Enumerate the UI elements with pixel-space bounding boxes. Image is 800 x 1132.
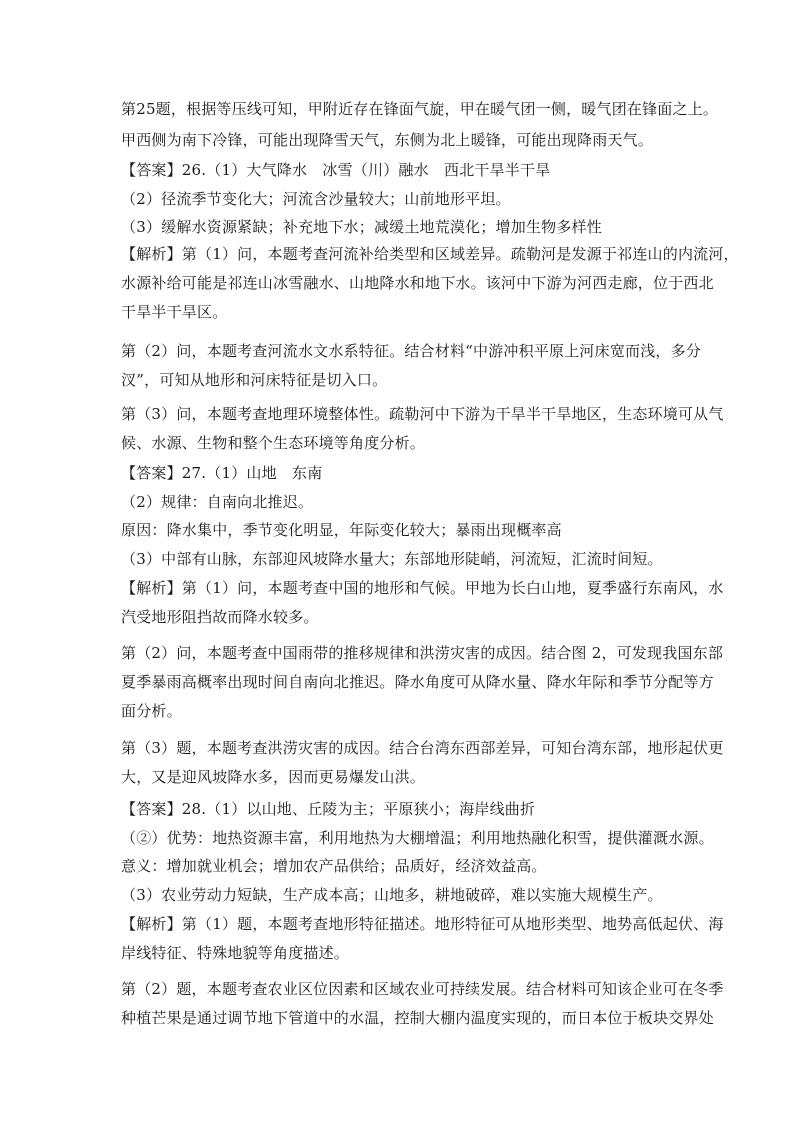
text-line: （②）优势：地热资源丰富，利用地热为大棚增温；利用地热融化积雪，提供灌溉水源。 [121,829,714,847]
text-line: 【解析】第（1）题，本题考查地形特征描述。地形特征可从地形类型、地势高低起伏、海 [121,915,724,933]
text-line: 【解析】第（1）问，本题考查河流补给类型和区域差异。疏勒河是发源于祁连山的内流河， [121,245,739,263]
text-line: 第25题，根据等压线可知，甲附近存在锋面气旋，甲在暖气团一侧，暖气团在锋面之上。 [121,100,719,118]
text-line: （3）缓解水资源紧缺；补充地下水；减缓土地荒漠化；增加生物多样性 [121,218,602,236]
text-line: 甲西侧为南下冷锋，可能出现降雪天气，东侧为北上暖锋，可能出现降雨天气。 [121,131,654,149]
text-line: 干旱半干旱区。 [121,303,228,321]
text-line: 岸线特征、特殊地貌等角度描述。 [121,944,350,962]
text-line: 【解析】第（1）问，本题考查中国的地形和气候。甲地为长白山地，夏季盛行东南风，水 [121,579,724,597]
text-line: （3）中部有山脉，东部迎风坡降水量大；东部地形陡峭，河流短，汇流时间短。 [121,550,663,568]
text-line: 【答案】27.（1）山地 东南 [121,464,323,482]
text-line: 第（2）题，本题考查农业区位因素和区域农业可持续发展。结合材料可知该企业可在冬季 [121,980,724,998]
text-line: 候、水源、生物和整个生态环境等角度分析。 [121,434,426,452]
text-line: 汊”，可知从地形和河床特征是切入口。 [121,371,388,389]
text-line: 第（3）题，本题考查洪涝灾害的成因。结合台湾东西部差异，可知台湾东部，地形起伏更 [121,739,724,757]
text-line: 水源补给可能是祁连山冰雪融水、山地降水和地下水。该河中下游为河西走廊，位于西北 [121,274,714,292]
text-line: 【答案】26.（1）大气降水 冰雪（川）融水 西北干旱半干旱 [121,161,551,179]
text-line: 原因：降水集中，季节变化明显，年际变化较大；暴雨出现概率高 [121,521,562,539]
text-line: 第（2）问，本题考查河流水文水系特征。结合材料“中游冲积平原上河床宽而浅，多分 [121,342,702,360]
text-line: （2）径流季节变化大；河流含沙量较大；山前地形平坦。 [121,190,511,208]
text-line: （2）规律：自南向北推迟。 [121,493,314,511]
text-line: 第（2）问，本题考查中国雨带的推移规律和洪涝灾害的成因。结合图 2，可发现我国东部 [121,644,724,662]
text-line: 第（3）问，本题考查地理环境整体性。疏勒河中下游为干旱半干旱地区，生态环境可从气 [121,405,724,423]
text-line: 汽受地形阻挡故而降水较多。 [121,608,319,626]
text-line: 意义：增加就业机会；增加农产品供给；品质好，经济效益高。 [121,857,547,875]
text-line: 种植芒果是通过调节地下管道中的水温，控制大棚内温度实现的，而日本位于板块交界处 [121,1009,714,1027]
text-line: 大，又是迎风坡降水多，因而更易爆发山洪。 [121,768,426,786]
text-line: 【答案】28.（1）以山地、丘陵为主；平原狭小；海岸线曲折 [121,800,536,818]
text-line: 面分析。 [121,702,182,720]
text-line: 夏季暴雨高概率出现时间自南向北推迟。降水角度可从降水量、降水年际和季节分配等方 [121,673,714,691]
text-line: （3）农业劳动力短缺，生产成本高；山地多，耕地破碎，难以实施大规模生产。 [121,886,663,904]
